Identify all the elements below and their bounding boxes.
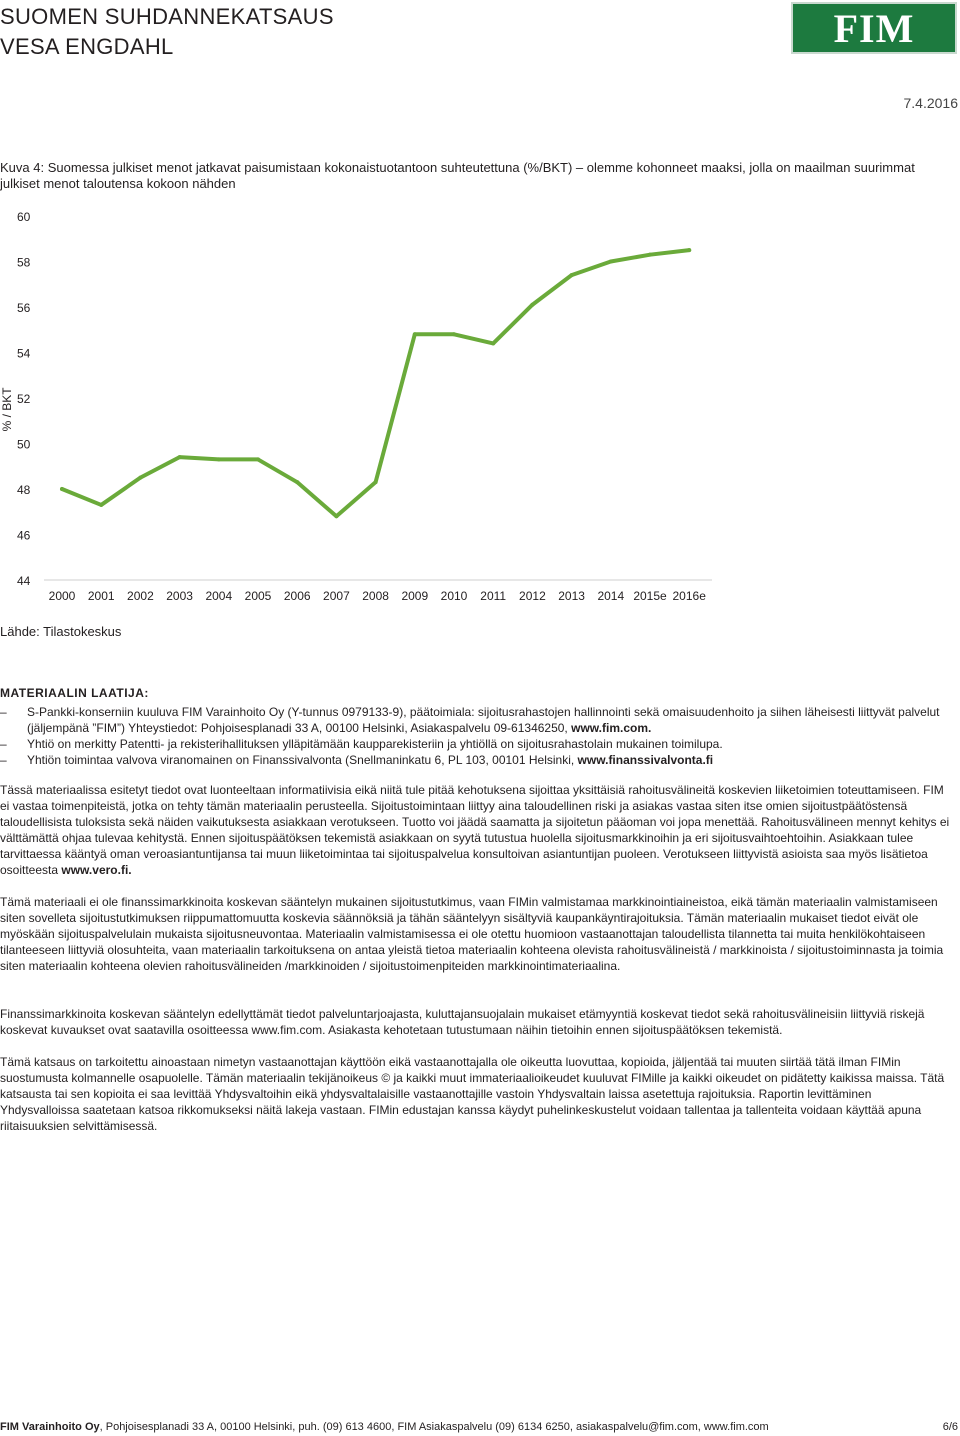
fim-logo	[791, 2, 957, 54]
disclaimer-paragraph-4: Tämä katsaus on tarkoitettu ainoastaan nimetyn vastaanottajan käyttöön eikä vastaanottajalla ole oikeutta luovuttaa, kopioida, jäljentää tai muuten siirtää tätä ilman FIMin suostumusta kolmannelle osapuolelle. Tämän materiaalin tekijänoikeus © ja kaikki muut immateriaalioikeudet kuuluvat FIMille ja kaikki oikeudet on pidätetty kaikissa maissa. Tätä katsausta tai sen kopioita ei saa levittää Yhdysvaltoihin eikä yhdysvaltalaisille vastaanottajille vastoin Yhdysvaltain laissa asetettuja rajoituksia. Raportin levittäminen Yhdysvalloissa saatetaan katsoa rikkomukseksi näitä lakeja vastaan. FIMin edustajan kanssa käydyt puhelinkeskustelut voidaan tallentaa ja tallenteita voidaan käyttää apuna riitaisuuksien selvittämisessä.	[0, 1055, 945, 1133]
dash-bullet: –	[0, 737, 7, 751]
x-tick-label: 2003	[166, 589, 193, 603]
data-point	[99, 503, 103, 507]
x-tick-label: 2010	[440, 589, 468, 603]
fim-website-link[interactable]: www.fim.com	[571, 721, 649, 735]
x-tick-label: 2005	[244, 589, 272, 603]
series-line	[62, 250, 689, 516]
data-point	[60, 487, 64, 491]
author-name: VESA ENGDAHL	[0, 34, 174, 59]
x-tick-label: 2000	[48, 589, 76, 603]
x-tick-label: 2001	[87, 589, 115, 603]
list-item	[0, 752, 950, 768]
y-tick-label: 50	[17, 437, 31, 452]
data-point	[413, 332, 417, 336]
disclaimer-paragraph-3: Finanssimarkkinoita koskevan sääntelyn edellyttämät tiedot palveluntarjoajasta, kuluttajansuojalain mukaiset etämyyntiä koskevat tiedot sekä rahoitusvälineisiin liittyviä riskejä koskevat kuvaukset ovat saatavilla osoitteessa www.fim.com. Asiakasta kehotetaan tutustumaan näihin tietoihin ennen sijoituspäätöksen tekemistä.	[0, 1007, 925, 1037]
y-tick-label: 60	[17, 210, 31, 224]
disclaimer-text: Tässä materiaalissa esitetyt tiedot ovat luonteeltaan informatiivisia eikä niitä tule pitää kehotuksena sijoittaa yksittäisiä rahoitusvälineitä koskevien liiketoimien toteuttamiseen. FIM ei vastaa toimenpiteistä, jotka on tehty tämän materiaalin perusteella. Sijoitustoimintaan liittyy aina taloudellinen riski ja asiakas vastaa siten itse omien sijoitustpäätöstensä taloudellisista tuloksista sekä näiden vaikutuksesta asiakkaan verotukseen. Tuotto voi jäädä saamatta ja sijoitetun pääoman voi jopa menettää. Rahoitusvälineen mennyt kehitys ei välttämättä ohjaa tulevaa kehitystä. Ennen sijoituspäätöksen tekemistä asiakkaan on syytä tutustua huolella sijoitusmarkkinoihin ja eri sijoitusvaihtoehtoihin. Asiakkaan tulee tarvittaessa kääntyä oman veroasiantuntijansa tai muun liiketoimintaa tai sijoituspalvelua konsultoivan asiantuntijan puoleen. Verotukseen liittyvistä asioista saa myös lisätietoa osoitteesta	[0, 783, 950, 877]
x-tick-label: 2006	[283, 589, 311, 603]
x-tick-label: 2014	[597, 589, 625, 603]
data-point	[256, 457, 260, 461]
report-date: 7.4.2016	[903, 95, 958, 111]
page-number: 6/6	[942, 1421, 958, 1433]
x-tick-label: 2013	[558, 589, 585, 603]
dash-bullet: –	[0, 753, 7, 767]
logo-text: FIM	[833, 5, 915, 51]
company-info-text: S-Pankki-konserniin kuuluva FIM Varainhoito Oy (Y-tunnus 0979133-9), päätoimiala: sijoitusrahastojen hallinnointi sekä omaisuudenhoito ja siihen läheisesti liittyvät palvelut (jäljempänä ”FIM”) Yhteystiedot: Pohjoisesplanadi 33 A, 00100 Helsinki, Asiakaspalvelu 09-61346250,	[27, 705, 940, 735]
vero-link[interactable]: www.vero.fi.	[61, 863, 132, 877]
data-point	[491, 341, 495, 345]
y-axis-label: % / BKT	[0, 387, 14, 432]
data-point	[374, 480, 378, 484]
data-point	[178, 455, 182, 459]
x-tick-label: 2004	[205, 589, 233, 603]
data-point	[452, 332, 456, 336]
finanssivalvonta-link[interactable]: www.finanssivalvonta.fi	[577, 753, 714, 767]
chart-source: Lähde: Tilastokeskus	[0, 624, 122, 639]
list-item	[0, 704, 950, 736]
x-tick-label: 2011	[480, 589, 507, 603]
material-author-heading: MATERIAALIN LAATIJA:	[0, 686, 149, 700]
y-tick-label: 46	[17, 528, 31, 543]
y-tick-label: 52	[17, 392, 31, 406]
report-title	[0, 2, 334, 62]
x-tick-label: 2002	[127, 589, 154, 603]
y-tick-label: 58	[17, 255, 31, 270]
figure-caption: Kuva 4: Suomessa julkiset menot jatkavat paisumistaan kokonaistuotantoon suhteutettuna (%/BKT) – olemme kohonneet maaksi, jolla on maailman suurimmat julkiset menot taloutensa kokoon nähden	[0, 160, 915, 191]
data-point	[334, 514, 338, 518]
y-tick-label: 44	[17, 574, 31, 588]
y-tick-label: 56	[17, 301, 31, 315]
x-tick-label: 2015e	[633, 589, 667, 603]
data-point	[295, 480, 299, 484]
data-point	[217, 457, 221, 461]
y-tick-label: 54	[17, 346, 31, 361]
list-item	[0, 736, 950, 752]
footer-contact-details: , Pohjoisesplanadi 33 A, 00100 Helsinki, puh. (09) 613 4600, FIM Asiakaspalvelu (09) 6134 6250, asiakaspalvelu@fim.com, www.fim.com	[99, 1421, 769, 1433]
x-tick-label: 2007	[323, 589, 350, 603]
registration-text: Yhtiö on merkitty Patentti- ja rekisterihallituksen ylläpitämään kaupparekisteriin ja yhtiöllä on sijoitusrahastolain mukainen toimilupa.	[27, 737, 723, 751]
x-tick-label: 2016e	[672, 589, 706, 603]
data-point	[138, 476, 142, 480]
period: .	[648, 721, 652, 735]
disclaimer-paragraph-2: Tämä materiaali ei ole finanssimarkkinoita koskevan sääntelyn mukainen sijoitustutkimus, vaan FIMin valmistamaa markkinointiaineistoa, eikä tämän materiaalin valmistamiseen siten sovelleta sijoitustutkimuksen riippumattomuutta koskevia säännöksiä ja tähän sääntelyyn sisältyviä kaupankäyntirajoituksia. Tämän materiaalin mukaiset tiedot eivät ole myöskään sijoituspalvelulain mukaista sijoitusneuvontaa. Materiaalin valmistamisessa ei ole otettu huomioon vastaanottajan taloudellista tilannetta tai muita henkilökohtaiseen tilanteeseen liittyviä olosuhteita, vaan materiaalin tarkoituksena on antaa yleistä tietoa materiaalin kohteena olevista rahoitusvälineistä / markkinoista / sijoitustoiminnasta ja toimia siten materiaalin kohteena olevien rahoitusvälineiden /markkinoiden / sijoitustoimenpiteiden markkinointimateriaalina.	[0, 895, 944, 973]
data-point	[530, 303, 534, 307]
data-point	[687, 248, 691, 252]
supervisor-text: Yhtiön toimintaa valvova viranomainen on Finanssivalvonta (Snellmaninkatu 6, PL 103, 00101 Helsinki,	[27, 753, 578, 767]
x-tick-label: 2009	[401, 589, 429, 603]
y-tick-label: 48	[17, 483, 31, 497]
data-point	[609, 260, 613, 264]
x-tick-label: 2012	[519, 589, 546, 603]
data-point	[570, 273, 574, 277]
x-tick-label: 2008	[362, 589, 389, 603]
page-footer	[0, 1421, 960, 1433]
line-chart	[0, 200, 720, 615]
title-line-1: SUOMEN SUHDANNEKATSAUS	[0, 4, 334, 29]
dash-bullet: –	[0, 705, 7, 719]
data-point	[648, 253, 652, 257]
material-author-list	[0, 704, 950, 768]
footer-company: FIM Varainhoito Oy	[0, 1421, 100, 1433]
disclaimer-paragraph-1	[0, 782, 952, 878]
